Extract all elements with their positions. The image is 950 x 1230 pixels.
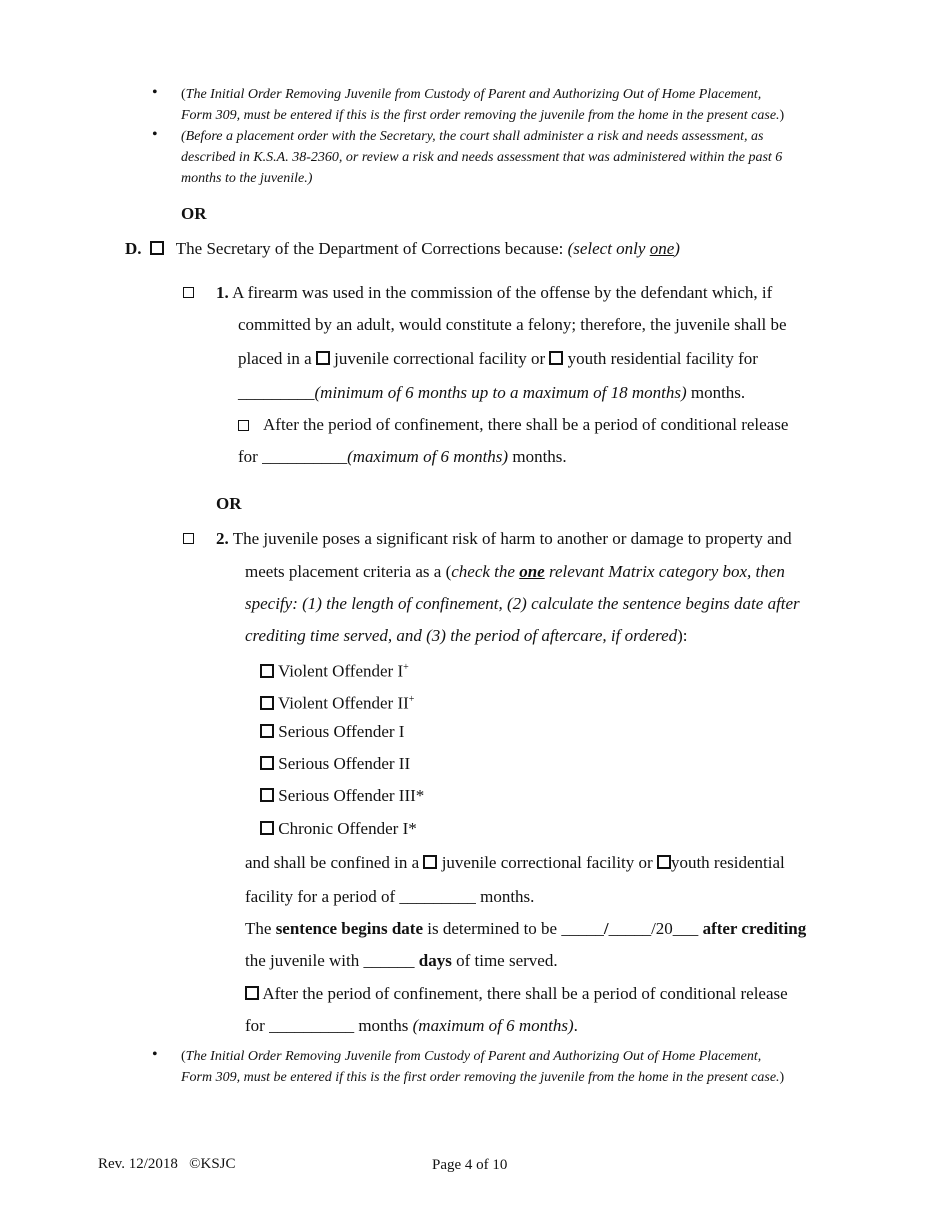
sentence-begins-line: The sentence begins date is determined to be _____/_____/20___ after crediting	[245, 919, 807, 938]
category-serious-offender-1: Serious Offender I	[260, 715, 404, 748]
category-checkbox[interactable]	[260, 696, 274, 710]
category-violent-offender-2: Violent Offender II+	[260, 683, 414, 720]
option1-line1: 1. A firearm was used in the commission of the offense by the defendant which, if	[216, 283, 773, 302]
category-checkbox[interactable]	[260, 821, 274, 835]
section-d: D. The Secretary of the Department of Corrections because: (select only one)	[125, 239, 680, 258]
bullet-dot: •	[152, 1046, 158, 1063]
option1-line6: for __________(maximum of 6 months) months.	[238, 447, 567, 466]
confined-youth-residential-checkbox[interactable]	[657, 855, 671, 869]
confined-juvenile-correctional-checkbox[interactable]	[423, 855, 437, 869]
category-serious-offender-3: Serious Offender III*	[260, 779, 424, 812]
bottom-placement-note: (The Initial Order Removing Juvenile from Custody of Parent and Authorizing Out of Home Placement, Form 309, must be entered if this is the first order removing the juvenile from the home in the present case.)	[181, 1049, 785, 1085]
placement-order-note: (The Initial Order Removing Juvenile from Custody of Parent and Authorizing Out of Home Placement, Form 309, must be entered if this is the first order removing the juvenile from the home in the present case.)	[181, 87, 785, 123]
option1-line3: placed in a juvenile correctional facility or youth residential facility for	[238, 349, 758, 368]
section-d-checkbox[interactable]	[150, 241, 164, 255]
option1-line2: committed by an adult, would constitute a felony; therefore, the juvenile shall be	[238, 315, 787, 334]
or-separator: OR	[181, 204, 207, 223]
juvenile-correctional-checkbox[interactable]	[316, 351, 330, 365]
conditional-release-checkbox[interactable]	[238, 420, 249, 431]
category-checkbox[interactable]	[260, 664, 274, 678]
confined-line: and shall be confined in a juvenile correctional facility or youth residential	[245, 853, 785, 872]
bullet-dot: •	[152, 126, 158, 143]
footer-copyright: ©KSJC	[189, 1156, 236, 1172]
bullet-dot: •	[152, 84, 158, 101]
section-d-text: The Secretary of the Department of Corrections because:	[175, 239, 564, 258]
option2-line2: meets placement criteria as a (check the one relevant Matrix category box, then	[245, 562, 785, 581]
footer-revision: Rev. 12/2018 ©KSJC	[98, 1156, 236, 1172]
option2-line1: 2. The juvenile poses a significant risk of harm to another or damage to property and	[216, 529, 792, 548]
option2-release-line: After the period of confinement, there shall be a period of conditional release	[245, 977, 788, 1010]
option2-for-line: for __________ months (maximum of 6 months).	[245, 1016, 578, 1035]
category-checkbox[interactable]	[260, 724, 274, 738]
option2-conditional-release-checkbox[interactable]	[245, 986, 259, 1000]
category-serious-offender-2: Serious Offender II	[260, 747, 410, 780]
category-checkbox[interactable]	[260, 756, 274, 770]
risk-assessment-note: (Before a placement order with the Secretary, the court shall administer a risk and needs assessment, as described in K.S.A. 38-2360, or review a risk and needs assessment that was administered within the past 6 months to the juvenile.)	[181, 129, 783, 186]
section-letter: D.	[125, 239, 142, 258]
youth-residential-checkbox[interactable]	[549, 351, 563, 365]
option2-line3: specify: (1) the length of confinement, (2) calculate the sentence begins date after	[245, 594, 800, 613]
facility-period-line: facility for a period of _________ months.	[245, 887, 535, 906]
page-number: Page 4 of 10	[432, 1157, 508, 1173]
option2-line4: crediting time served, and (3) the period of aftercare, if ordered):	[245, 626, 688, 645]
option-or-separator: OR	[216, 494, 242, 513]
option1-checkbox[interactable]	[183, 287, 194, 298]
option1-release-line: After the period of confinement, there shall be a period of conditional release	[238, 408, 788, 441]
category-violent-offender-1: Violent Offender I+	[260, 651, 409, 688]
category-checkbox[interactable]	[260, 788, 274, 802]
category-chronic-offender-1: Chronic Offender I*	[260, 812, 417, 845]
option2-checkbox[interactable]	[183, 533, 194, 544]
option1-line4: _________(minimum of 6 months up to a maximum of 18 months) months.	[238, 383, 746, 402]
days-served-line: the juvenile with ______ days of time served.	[245, 951, 558, 970]
